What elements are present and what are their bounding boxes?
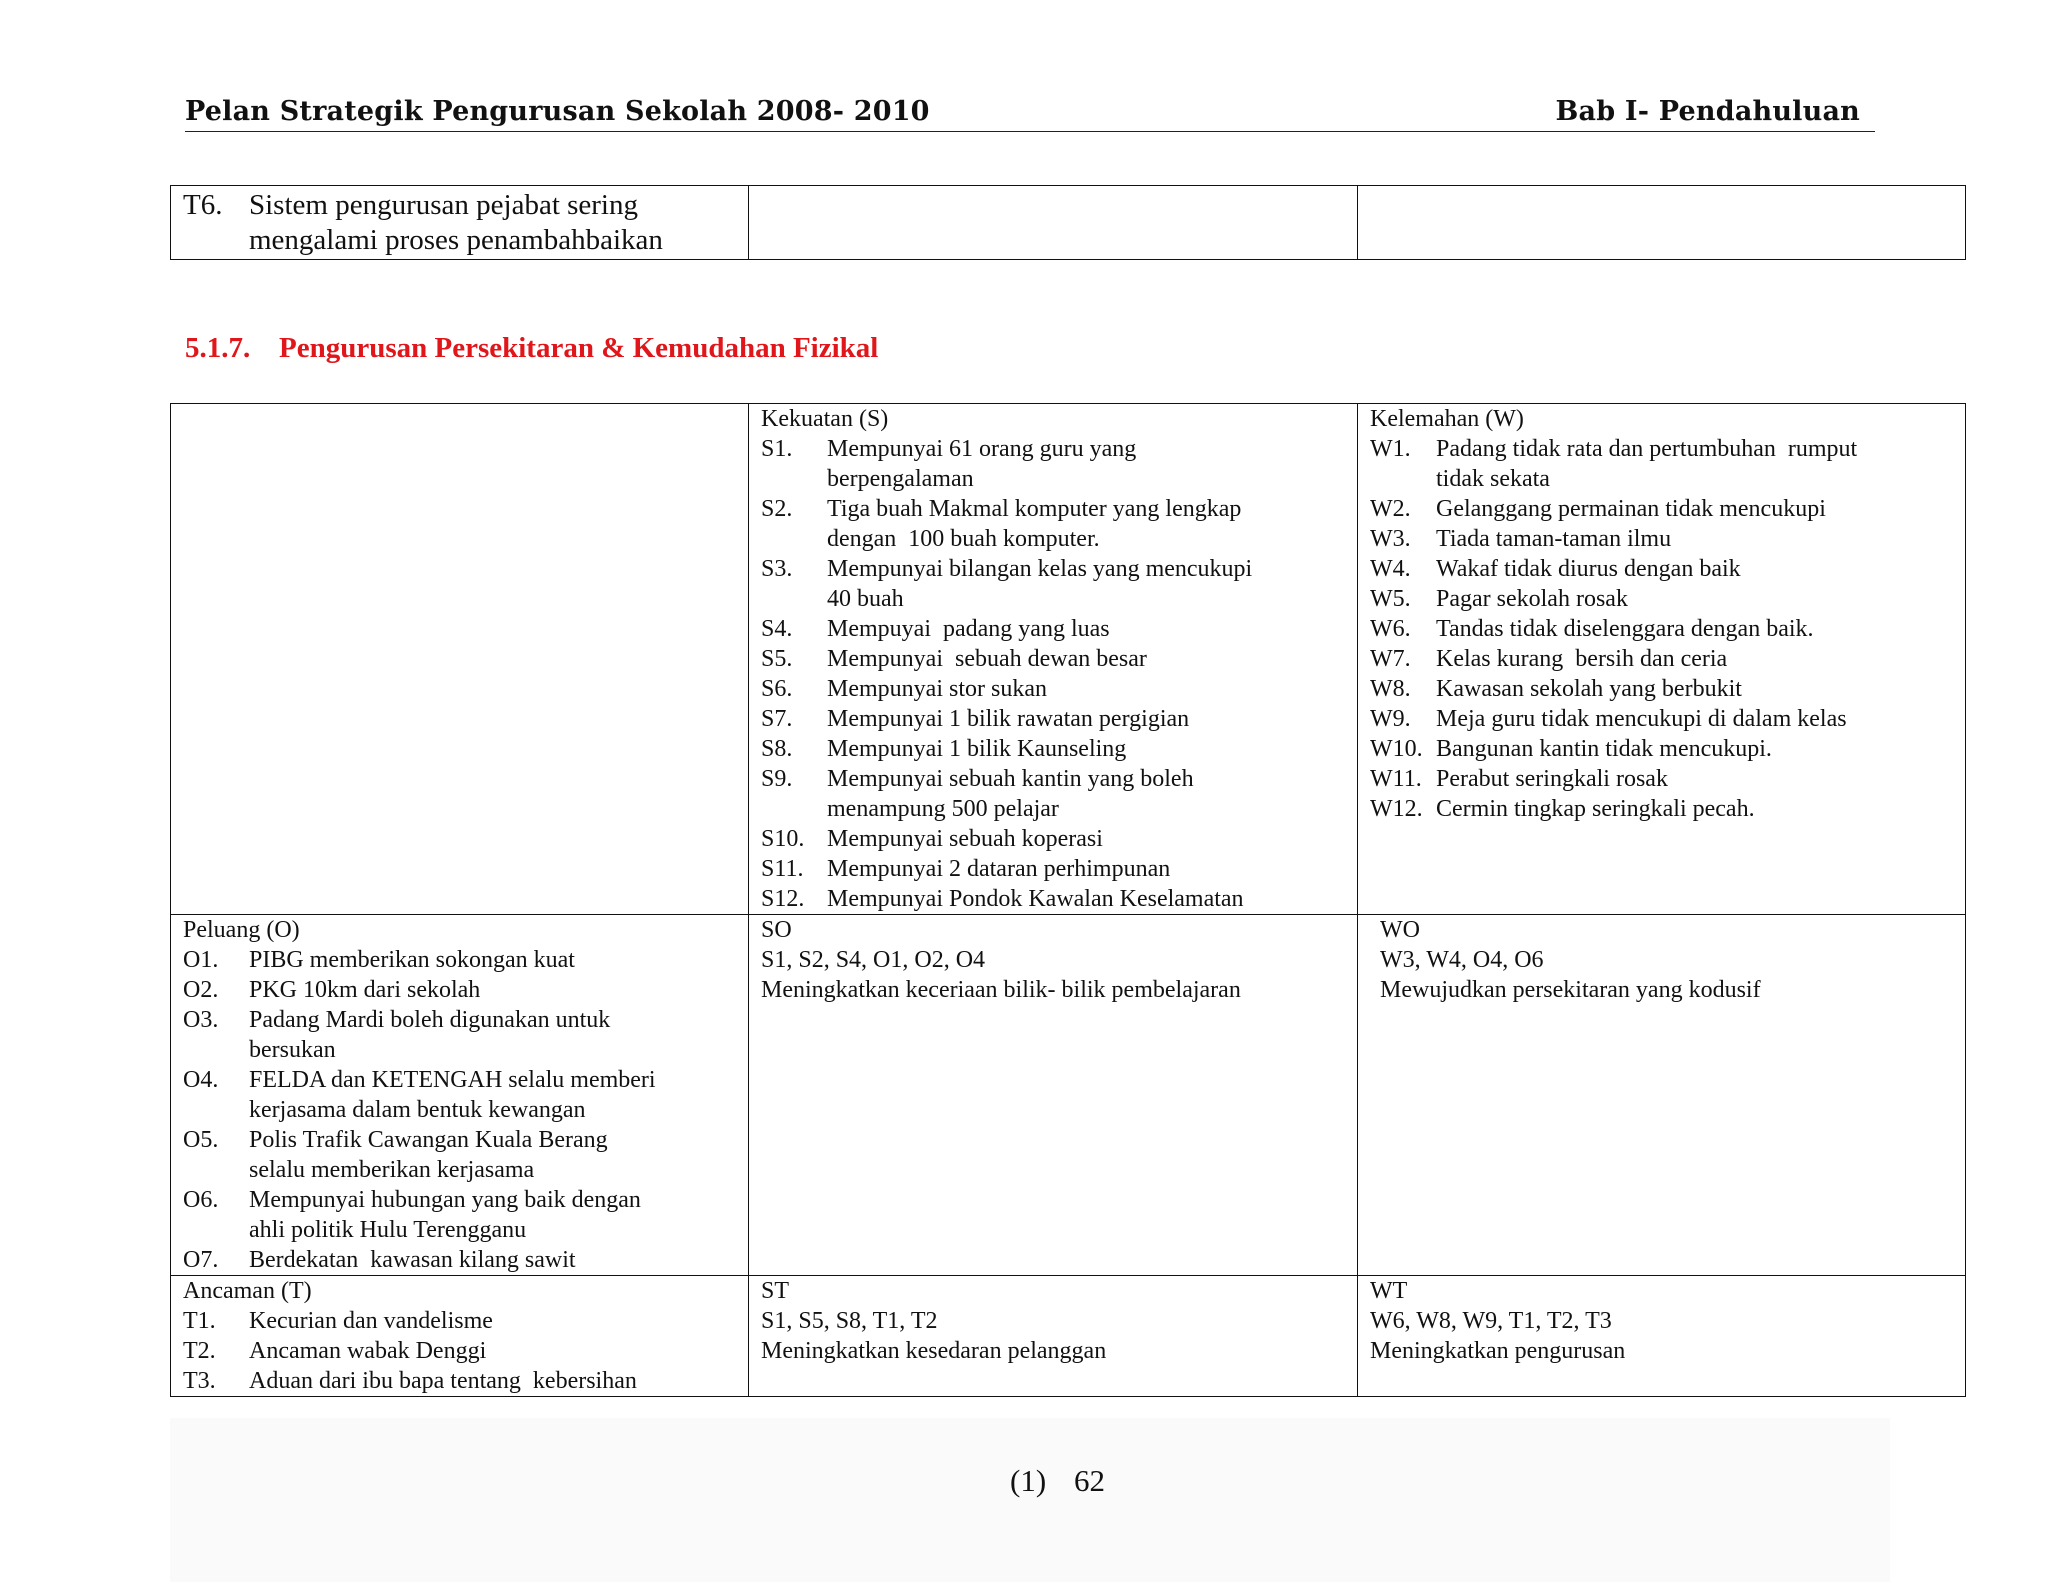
opportunities-item bbox=[183, 1245, 736, 1275]
st-strategy: Meningkatkan kesedaran pelanggan bbox=[761, 1338, 1107, 1364]
threats-item bbox=[183, 1306, 736, 1336]
item-code: S3. bbox=[761, 556, 793, 582]
item-text: Mempunyai sebuah kantin yang boleh menampung 500 pelajar bbox=[827, 766, 1194, 822]
opportunities-list bbox=[183, 945, 736, 1275]
strengths-item bbox=[761, 704, 1345, 734]
weaknesses-item bbox=[1370, 434, 1953, 494]
item-text: Cermin tingkap seringkali pecah. bbox=[1436, 796, 1755, 822]
item-code: O7. bbox=[183, 1247, 219, 1273]
item-text: Mempunyai sebuah dewan besar bbox=[827, 646, 1147, 672]
st-cell bbox=[749, 1276, 1358, 1397]
item-code: S5. bbox=[761, 646, 793, 672]
item-code: W1. bbox=[1370, 436, 1411, 462]
item-text: Kawasan sekolah yang berbukit bbox=[1436, 676, 1742, 702]
item-code: W2. bbox=[1370, 496, 1411, 522]
section-heading bbox=[185, 332, 878, 365]
item-text: Padang Mardi boleh digunakan untuk bersukan bbox=[249, 1007, 611, 1063]
strengths-item bbox=[761, 644, 1345, 674]
strengths-item bbox=[761, 884, 1345, 914]
item-text: Mempunyai Pondok Kawalan Keselamatan bbox=[827, 886, 1244, 912]
item-code: W10. bbox=[1370, 736, 1423, 762]
item-text: Gelanggang permainan tidak mencukupi bbox=[1436, 496, 1826, 522]
threats-label: Ancaman (T) bbox=[183, 1278, 312, 1304]
strengths-label: Kekuatan (S) bbox=[761, 406, 889, 432]
so-label: SO bbox=[761, 917, 792, 943]
item-text: FELDA dan KETENGAH selalu memberi kerjasama dalam bentuk kewangan bbox=[249, 1067, 656, 1123]
item-code: W4. bbox=[1370, 556, 1411, 582]
wt-strategy: Meningkatkan pengurusan bbox=[1370, 1338, 1626, 1364]
opportunities-cell bbox=[171, 915, 749, 1276]
page-section-number: (1) bbox=[1010, 1463, 1047, 1498]
page-number-value: 62 bbox=[1074, 1463, 1105, 1498]
item-text: Pagar sekolah rosak bbox=[1436, 586, 1628, 612]
strengths-cell bbox=[749, 404, 1358, 915]
item-text: Mempunyai 1 bilik rawatan pergigian bbox=[827, 706, 1190, 732]
weaknesses-cell bbox=[1358, 404, 1966, 915]
item-code: W7. bbox=[1370, 646, 1411, 672]
opportunities-item bbox=[183, 945, 736, 975]
wo-cell bbox=[1358, 915, 1966, 1276]
strengths-item bbox=[761, 734, 1345, 764]
item-text: Berdekatan kawasan kilang sawit bbox=[249, 1247, 576, 1273]
st-codes: S1, S5, S8, T1, T2 bbox=[761, 1308, 938, 1334]
item-code: S1. bbox=[761, 436, 793, 462]
opportunities-item bbox=[183, 1005, 736, 1065]
swot-table bbox=[170, 403, 1966, 1397]
wt-codes: W6, W8, W9, T1, T2, T3 bbox=[1370, 1308, 1612, 1334]
strengths-item bbox=[761, 854, 1345, 884]
so-strategy: Meningkatkan keceriaan bilik- bilik pembelajaran bbox=[761, 977, 1241, 1003]
item-text: Mempunyai 2 dataran perhimpunan bbox=[827, 856, 1171, 882]
item-text: Tiga buah Makmal komputer yang lengkap dengan 100 buah komputer. bbox=[827, 496, 1242, 552]
threat-t6-cell bbox=[171, 186, 749, 260]
item-code: T6. bbox=[183, 189, 223, 221]
item-code: S12. bbox=[761, 886, 805, 912]
threat-item bbox=[183, 188, 736, 258]
opportunities-item bbox=[183, 975, 736, 1005]
section-title: Pengurusan Persekitaran & Kemudahan Fizikal bbox=[279, 332, 879, 364]
empty-cell bbox=[1358, 186, 1966, 260]
empty-corner-cell bbox=[171, 404, 749, 915]
header-rule bbox=[185, 131, 1875, 132]
item-text: Tandas tidak diselenggara dengan baik. bbox=[1436, 616, 1814, 642]
section-number: 5.1.7. bbox=[185, 332, 251, 364]
page-header bbox=[185, 92, 1875, 132]
weaknesses-item bbox=[1370, 644, 1953, 674]
item-text: Meja guru tidak mencukupi di dalam kelas bbox=[1436, 706, 1847, 732]
weaknesses-item bbox=[1370, 734, 1953, 764]
item-text: Mempunyai hubungan yang baik dengan ahli politik Hulu Terengganu bbox=[249, 1187, 641, 1243]
weaknesses-item bbox=[1370, 704, 1953, 734]
item-code: O5. bbox=[183, 1127, 219, 1153]
so-cell bbox=[749, 915, 1358, 1276]
item-text: PIBG memberikan sokongan kuat bbox=[249, 947, 575, 973]
item-code: T1. bbox=[183, 1308, 216, 1334]
header-title: Pelan Strategik Pengurusan Sekolah 2008- 2010 bbox=[185, 96, 930, 127]
item-code: W6. bbox=[1370, 616, 1411, 642]
weaknesses-label: Kelemahan (W) bbox=[1370, 406, 1524, 432]
item-text: Mempunyai stor sukan bbox=[827, 676, 1047, 702]
item-text: Ancaman wabak Denggi bbox=[249, 1338, 487, 1364]
item-code: S7. bbox=[761, 706, 793, 732]
item-text: Wakaf tidak diurus dengan baik bbox=[1436, 556, 1741, 582]
item-code: W8. bbox=[1370, 676, 1411, 702]
item-text: Kelas kurang bersih dan ceria bbox=[1436, 646, 1728, 672]
strengths-item bbox=[761, 614, 1345, 644]
item-text: Bangunan kantin tidak mencukupi. bbox=[1436, 736, 1772, 762]
header-chapter: Bab I- Pendahuluan bbox=[1555, 96, 1860, 127]
weaknesses-item bbox=[1370, 674, 1953, 704]
item-text: Kecurian dan vandelisme bbox=[249, 1308, 493, 1334]
item-text: Mempunyai sebuah koperasi bbox=[827, 826, 1103, 852]
opportunities-item bbox=[183, 1125, 736, 1185]
item-text: Tiada taman-taman ilmu bbox=[1436, 526, 1672, 552]
threats-cell bbox=[171, 1276, 749, 1397]
item-text: Aduan dari ibu bapa tentang kebersihan bbox=[249, 1368, 637, 1394]
strengths-item bbox=[761, 554, 1345, 614]
item-code: T2. bbox=[183, 1338, 216, 1364]
wt-cell bbox=[1358, 1276, 1966, 1397]
strengths-item bbox=[761, 434, 1345, 494]
item-text: Mempuyai padang yang luas bbox=[827, 616, 1110, 642]
item-code: S6. bbox=[761, 676, 793, 702]
item-code: O6. bbox=[183, 1187, 219, 1213]
weaknesses-item bbox=[1370, 584, 1953, 614]
item-code: S8. bbox=[761, 736, 793, 762]
item-code: O4. bbox=[183, 1067, 219, 1093]
weaknesses-item bbox=[1370, 524, 1953, 554]
weaknesses-list bbox=[1370, 434, 1953, 824]
opportunities-label: Peluang (O) bbox=[183, 917, 300, 943]
item-text: Mempunyai 1 bilik Kaunseling bbox=[827, 736, 1127, 762]
threats-item bbox=[183, 1336, 736, 1366]
strengths-item bbox=[761, 824, 1345, 854]
item-code: S9. bbox=[761, 766, 793, 792]
st-label: ST bbox=[761, 1278, 790, 1304]
item-code: W11. bbox=[1370, 766, 1422, 792]
footer-band bbox=[170, 1418, 1890, 1582]
strengths-item bbox=[761, 764, 1345, 824]
strengths-item bbox=[761, 494, 1345, 554]
item-text: Polis Trafik Cawangan Kuala Berang selalu memberikan kerjasama bbox=[249, 1127, 608, 1183]
item-code: W3. bbox=[1370, 526, 1411, 552]
item-code: S11. bbox=[761, 856, 804, 882]
weaknesses-item bbox=[1370, 494, 1953, 524]
opportunities-item bbox=[183, 1065, 736, 1125]
page-number bbox=[1010, 1463, 1105, 1499]
item-code: T3. bbox=[183, 1368, 216, 1394]
continued-table bbox=[170, 185, 1966, 260]
wo-strategy: Mewujudkan persekitaran yang kodusif bbox=[1380, 977, 1761, 1003]
item-code: O1. bbox=[183, 947, 219, 973]
threats-list bbox=[183, 1306, 736, 1396]
item-text: Mempunyai bilangan kelas yang mencukupi 40 buah bbox=[827, 556, 1253, 612]
weaknesses-item bbox=[1370, 794, 1953, 824]
weaknesses-item bbox=[1370, 764, 1953, 794]
item-code: O3. bbox=[183, 1007, 219, 1033]
wo-codes: W3, W4, O4, O6 bbox=[1380, 947, 1544, 973]
empty-cell bbox=[749, 186, 1358, 260]
so-codes: S1, S2, S4, O1, O2, O4 bbox=[761, 947, 986, 973]
opportunities-item bbox=[183, 1185, 736, 1245]
item-code: W9. bbox=[1370, 706, 1411, 732]
strengths-list bbox=[761, 434, 1345, 914]
threats-item bbox=[183, 1366, 736, 1396]
item-code: S4. bbox=[761, 616, 793, 642]
strengths-item bbox=[761, 674, 1345, 704]
item-text: PKG 10km dari sekolah bbox=[249, 977, 481, 1003]
item-text: Sistem pengurusan pejabat sering mengalami proses penambahbaikan bbox=[249, 189, 663, 256]
wt-label: WT bbox=[1370, 1278, 1408, 1304]
item-code: W5. bbox=[1370, 586, 1411, 612]
item-code: W12. bbox=[1370, 796, 1423, 822]
item-text: Mempunyai 61 orang guru yang berpengalaman bbox=[827, 436, 1137, 492]
item-code: S2. bbox=[761, 496, 793, 522]
item-code: S10. bbox=[761, 826, 805, 852]
weaknesses-item bbox=[1370, 554, 1953, 584]
item-text: Padang tidak rata dan pertumbuhan rumput tidak sekata bbox=[1436, 436, 1858, 492]
item-text: Perabut seringkali rosak bbox=[1436, 766, 1668, 792]
item-code: O2. bbox=[183, 977, 219, 1003]
weaknesses-item bbox=[1370, 614, 1953, 644]
wo-label: WO bbox=[1380, 917, 1420, 943]
